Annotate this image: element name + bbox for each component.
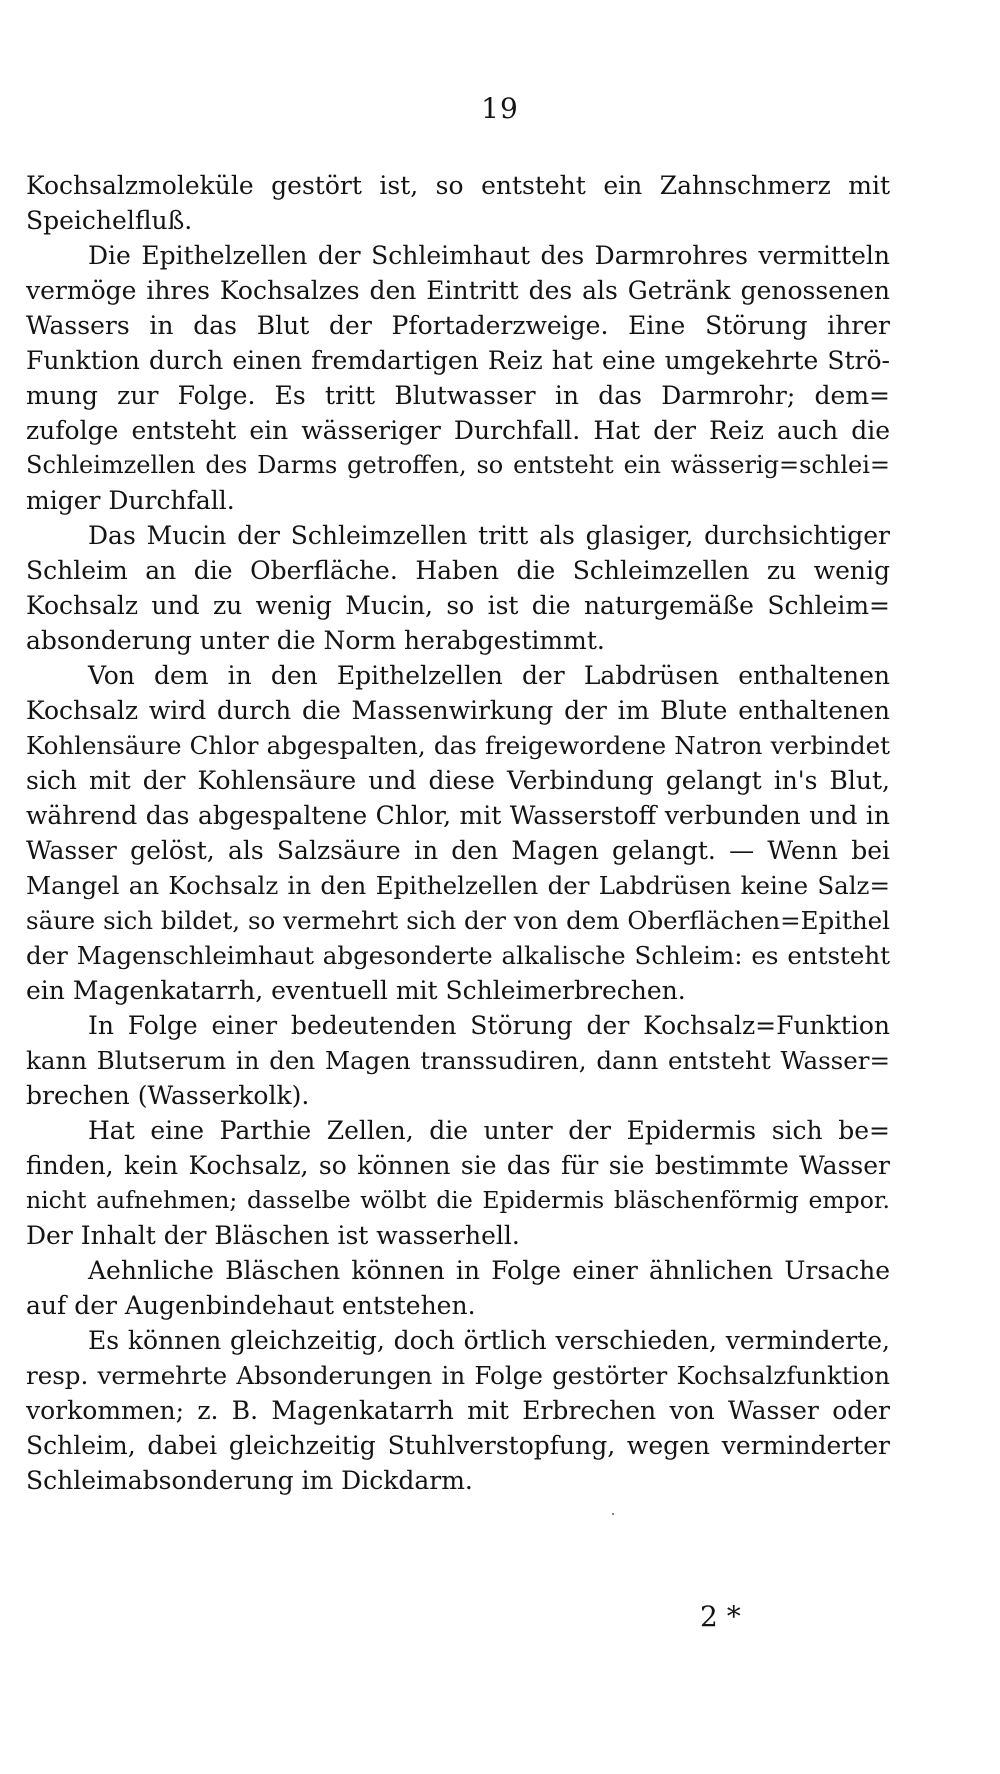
text-line: Kohlensäure Chlor abgespalten, das freigewordene Natron verbindet (26, 731, 890, 760)
text-line: Kochsalz wird durch die Massenwirkung der im Blute enthaltenen (26, 696, 890, 725)
text-line: nicht aufnehmen; dasselbe wölbt die Epidermis bläschenförmig empor. (26, 1186, 890, 1214)
text-line: finden, kein Kochsalz, so können sie das für sie bestimmte Wasser (26, 1151, 890, 1180)
text-line: Kochsalz und zu wenig Mucin, so ist die naturgemäße Schleim= (26, 591, 890, 620)
text-line: ein Magenkatarrh, eventuell mit Schleimerbrechen. (26, 976, 686, 1005)
body-text (26, 168, 890, 1498)
text-line: brechen (Wasserkolk). (26, 1081, 310, 1110)
text-line: sich mit der Kohlensäure und diese Verbindung gelangt in's Blut, (26, 766, 890, 795)
text-line: Wassers in das Blut der Pfortaderzweige. Eine Störung ihrer (26, 311, 890, 340)
text-line: säure sich bildet, so vermehrt sich der von dem Oberflächen=Epithel (26, 906, 890, 935)
print-speck (612, 1513, 614, 1515)
text-line: Wasser gelöst, als Salzsäure in den Magen gelangt. — Wenn bei (26, 836, 890, 865)
text-line: Das Mucin der Schleimzellen tritt als glasiger, durchsichtiger (88, 521, 890, 550)
text-line: Hat eine Parthie Zellen, die unter der Epidermis sich be= (88, 1116, 890, 1145)
text-line: Es können gleichzeitig, doch örtlich verschieden, verminderte, (88, 1326, 890, 1355)
text-line: Schleimzellen des Darms getroffen, so entsteht ein wässerig=schlei= (26, 451, 890, 479)
text-line: auf der Augenbindehaut entstehen. (26, 1291, 476, 1320)
text-line: In Folge einer bedeutenden Störung der Kochsalz=Funktion (88, 1011, 890, 1040)
text-line: Mangel an Kochsalz in den Epithelzellen der Labdrüsen keine Salz= (26, 871, 890, 900)
text-line: Von dem in den Epithelzellen der Labdrüsen enthaltenen (88, 661, 890, 690)
text-line: Aehnliche Bläschen können in Folge einer ähnlichen Ursache (88, 1256, 890, 1285)
text-line: kann Blutserum in den Magen transsudiren, dann entsteht Wasser= (26, 1046, 890, 1075)
text-line: der Magenschleimhaut abgesonderte alkalische Schleim: es entsteht (26, 941, 890, 970)
text-line: vorkommen; z. B. Magenkatarrh mit Erbrechen von Wasser oder (26, 1396, 890, 1425)
text-line: absonderung unter die Norm herabgestimmt. (26, 626, 605, 655)
text-line: Die Epithelzellen der Schleimhaut des Darmrohres vermitteln (88, 241, 890, 270)
text-line: Speichelfluß. (26, 206, 193, 235)
text-line: resp. vermehrte Absonderungen in Folge gestörter Kochsalzfunktion (26, 1361, 890, 1390)
text-line: während das abgespaltene Chlor, mit Wasserstoff verbunden und in (26, 801, 890, 830)
text-line: Schleim, dabei gleichzeitig Stuhlverstopfung, wegen verminderter (26, 1431, 890, 1460)
text-line: Der Inhalt der Bläschen ist wasserhell. (26, 1221, 520, 1250)
text-line: Schleim an die Oberfläche. Haben die Schleimzellen zu wenig (26, 556, 890, 585)
page-number: 19 (481, 92, 519, 125)
text-line: mung zur Folge. Es tritt Blutwasser in das Darmrohr; dem= (26, 381, 890, 410)
text-line: miger Durchfall. (26, 486, 235, 515)
text-line: zufolge entsteht ein wässeriger Durchfall. Hat der Reiz auch die (26, 416, 890, 445)
text-line: Funktion durch einen fremdartigen Reiz hat eine umgekehrte Strö- (26, 346, 890, 375)
text-line: vermöge ihres Kochsalzes den Eintritt des als Getränk genossenen (26, 276, 890, 305)
signature-mark: 2 * (700, 1600, 741, 1633)
text-line: Kochsalzmoleküle gestört ist, so entsteht ein Zahnschmerz mit (26, 171, 890, 200)
text-line: Schleimabsonderung im Dickdarm. (26, 1466, 473, 1495)
